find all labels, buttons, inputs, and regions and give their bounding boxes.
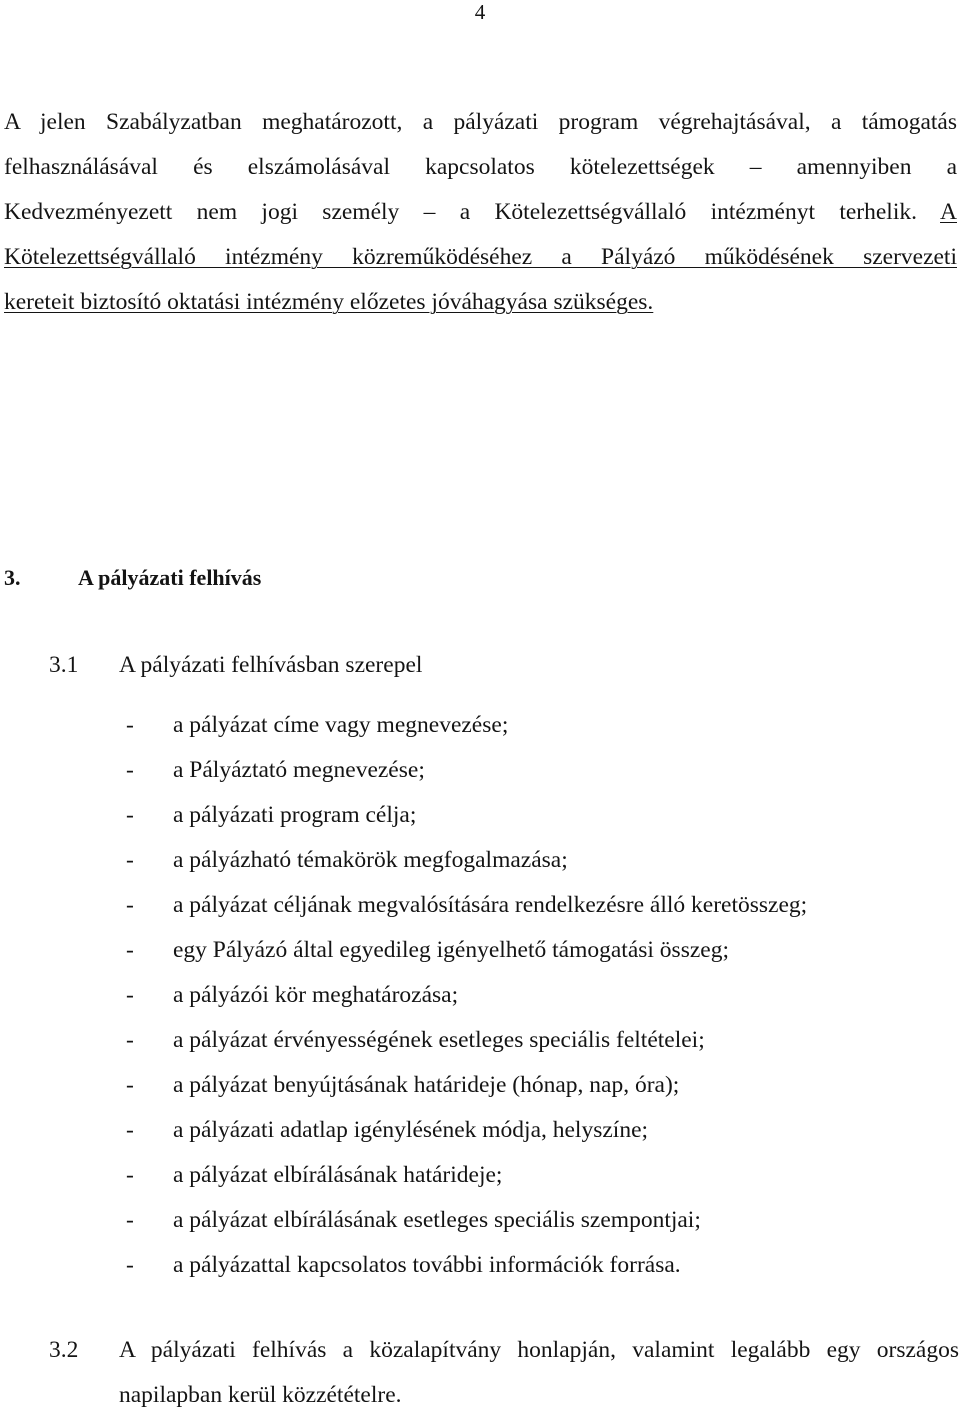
list-item bbox=[126, 703, 807, 748]
list-item-text: a pályázat érvényességének esetleges speciális feltételei; bbox=[173, 1027, 705, 1053]
list-item-text: a Pályáztató megnevezése; bbox=[173, 757, 425, 783]
list-item-text: a pályázat céljának megvalósítására rendelkezésre álló keretösszeg; bbox=[173, 892, 808, 918]
list-item bbox=[126, 1108, 807, 1153]
subsection-number: 3.1 bbox=[49, 652, 79, 678]
subsection-line: napilapban kerül közzétételre. bbox=[119, 1382, 402, 1408]
list-item bbox=[126, 838, 807, 883]
list-item-text: egy Pályázó által egyedileg igényelhető támogatási összeg; bbox=[173, 937, 729, 963]
section-heading bbox=[4, 558, 261, 598]
section-number: 3. bbox=[4, 565, 21, 590]
bullet-dash: - bbox=[126, 1252, 134, 1278]
bullet-dash: - bbox=[126, 937, 134, 963]
list-item bbox=[126, 928, 807, 973]
subsection-line: A pályázati felhívás a közalapítvány honlapján, valamint legalább egy országos bbox=[119, 1337, 959, 1363]
list-item bbox=[126, 1063, 807, 1108]
page-number: 4 bbox=[474, 0, 486, 24]
requirements-list bbox=[126, 703, 807, 1288]
bullet-dash: - bbox=[126, 802, 134, 828]
list-item-text: a pályázat benyújtásának határideje (hónap, nap, óra); bbox=[173, 1072, 680, 1098]
list-item bbox=[126, 883, 807, 928]
list-item-text: a pályázati program célja; bbox=[173, 802, 417, 828]
list-item-text: a pályázattal kapcsolatos további információk forrása. bbox=[173, 1252, 681, 1278]
subsection-text: A pályázati felhívásban szerepel bbox=[119, 652, 423, 678]
intro-line: felhasználásával és elszámolásával kapcsolatos kötelezettségek – amennyiben a bbox=[4, 154, 957, 180]
bullet-dash: - bbox=[126, 892, 134, 918]
list-item-text: a pályázói kör meghatározása; bbox=[173, 982, 459, 1008]
list-item-text: a pályázati adatlap igénylésének módja, helyszíne; bbox=[173, 1117, 649, 1143]
intro-line bbox=[4, 190, 957, 235]
bullet-dash: - bbox=[126, 1117, 134, 1143]
list-item bbox=[126, 1018, 807, 1063]
bullet-dash: - bbox=[126, 847, 134, 873]
list-item-text: a pályázat címe vagy megnevezése; bbox=[173, 712, 509, 738]
intro-paragraph bbox=[4, 100, 957, 325]
list-item bbox=[126, 973, 807, 1018]
list-item bbox=[126, 748, 807, 793]
list-item bbox=[126, 1153, 807, 1198]
list-item bbox=[126, 1243, 807, 1288]
list-item-text: a pályázat elbírálásának esetleges speciális szempontjai; bbox=[173, 1207, 701, 1233]
bullet-dash: - bbox=[126, 757, 134, 783]
intro-underlined-line: Kötelezettségvállaló intézmény közreműködéséhez a Pályázó működésének szervezeti bbox=[4, 244, 957, 270]
list-item bbox=[126, 1198, 807, 1243]
bullet-dash: - bbox=[126, 1072, 134, 1098]
list-item-text: a pályázható témakörök megfogalmazása; bbox=[173, 847, 568, 873]
intro-line: A jelen Szabályzatban meghatározott, a pályázati program végrehajtásával, a támogatás bbox=[4, 109, 957, 135]
bullet-dash: - bbox=[126, 1207, 134, 1233]
intro-underlined-line: kereteit biztosító oktatási intézmény előzetes jóváhagyása szükséges. bbox=[4, 289, 654, 315]
section-title: A pályázati felhívás bbox=[78, 565, 262, 590]
subsection-3-2 bbox=[49, 1328, 959, 1418]
subsection-text bbox=[119, 1328, 959, 1418]
underlined-text-start: A bbox=[940, 199, 957, 225]
bullet-dash: - bbox=[126, 1027, 134, 1053]
list-item-text: a pályázat elbírálásának határideje; bbox=[173, 1162, 503, 1188]
intro-line-text: Kedvezményezett nem jogi személy – a Kötelezettségvállaló intézményt terhelik. bbox=[4, 199, 917, 225]
subsection-number: 3.2 bbox=[49, 1337, 79, 1363]
bullet-dash: - bbox=[126, 982, 134, 1008]
bullet-dash: - bbox=[126, 1162, 134, 1188]
subsection-3-1 bbox=[49, 643, 959, 688]
list-item bbox=[126, 793, 807, 838]
bullet-dash: - bbox=[126, 712, 134, 738]
